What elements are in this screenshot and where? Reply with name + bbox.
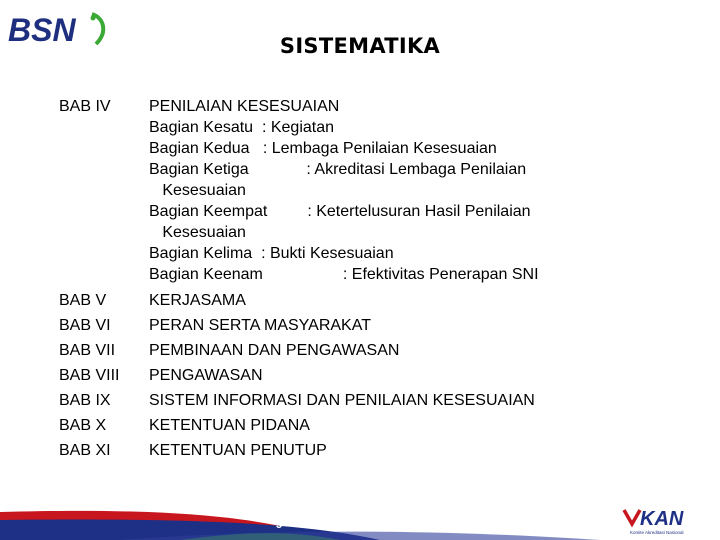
outline-row-bab-vi (59, 315, 699, 336)
footer-band (0, 508, 720, 540)
outline-row-bab-xi (59, 440, 699, 461)
kan-logo-mark (624, 510, 640, 524)
bab-heading: PEMBINAAN DAN PENGAWASAN (149, 342, 400, 359)
bab-label: BAB IX (59, 392, 111, 409)
bab-heading: KETENTUAN PIDANA (149, 417, 310, 434)
outline-row-bab-iv (59, 96, 699, 285)
bab-heading: KERJASAMA (149, 292, 246, 309)
outline-row-bab-x (59, 415, 699, 436)
sub-item: Kesesuaian (149, 224, 246, 241)
page-number: 5 (275, 519, 283, 531)
outline-row-bab-v (59, 290, 699, 311)
bab-heading: SISTEM INFORMASI DAN PENILAIAN KESESUAIAN (149, 392, 535, 409)
bab-heading: PENILAIAN KESESUAIAN (149, 98, 340, 115)
sub-item: Bagian Keempat : Ketertelusuran Hasil Penilaian (149, 203, 531, 220)
kan-logo-text: KAN (640, 508, 684, 530)
sub-item: Kesesuaian (149, 182, 246, 199)
bab-heading: KETENTUAN PENUTUP (149, 442, 327, 459)
sub-item: Bagian Kedua : Lembaga Penilaian Kesesuaian (149, 140, 497, 157)
outline-row-bab-ix (59, 390, 699, 411)
bab-label: BAB VIII (59, 367, 120, 384)
sub-item: Bagian Keenam : Efektivitas Penerapan SNI (149, 266, 539, 283)
sub-item: Bagian Ketiga : Akreditasi Lembaga Penilaian (149, 161, 527, 178)
outline-row-bab-vii (59, 340, 699, 361)
bab-label: BAB VII (59, 342, 116, 359)
outline-list (59, 96, 699, 461)
kan-logo-caption: Komite Akreditasi Nasional (630, 530, 684, 535)
sub-item: Bagian Kesatu : Kegiatan (149, 119, 335, 136)
outline-row-bab-viii (59, 365, 699, 386)
bab-label: BAB X (59, 417, 107, 434)
page-title: SISTEMATIKA (279, 34, 441, 58)
kan-logo (622, 504, 700, 536)
bab-heading: PERAN SERTA MASYARAKAT (149, 317, 371, 334)
bsn-logo-dot (91, 16, 96, 21)
bab-label: BAB XI (59, 442, 111, 459)
bab-heading: PENGAWASAN (149, 367, 263, 384)
bab-label: BAB V (59, 292, 107, 309)
bab-label: BAB IV (59, 98, 111, 115)
bab-label: BAB VI (59, 317, 111, 334)
bsn-logo-text: BSN (8, 12, 76, 48)
sub-item: Bagian Kelima : Bukti Kesesuaian (149, 245, 394, 262)
